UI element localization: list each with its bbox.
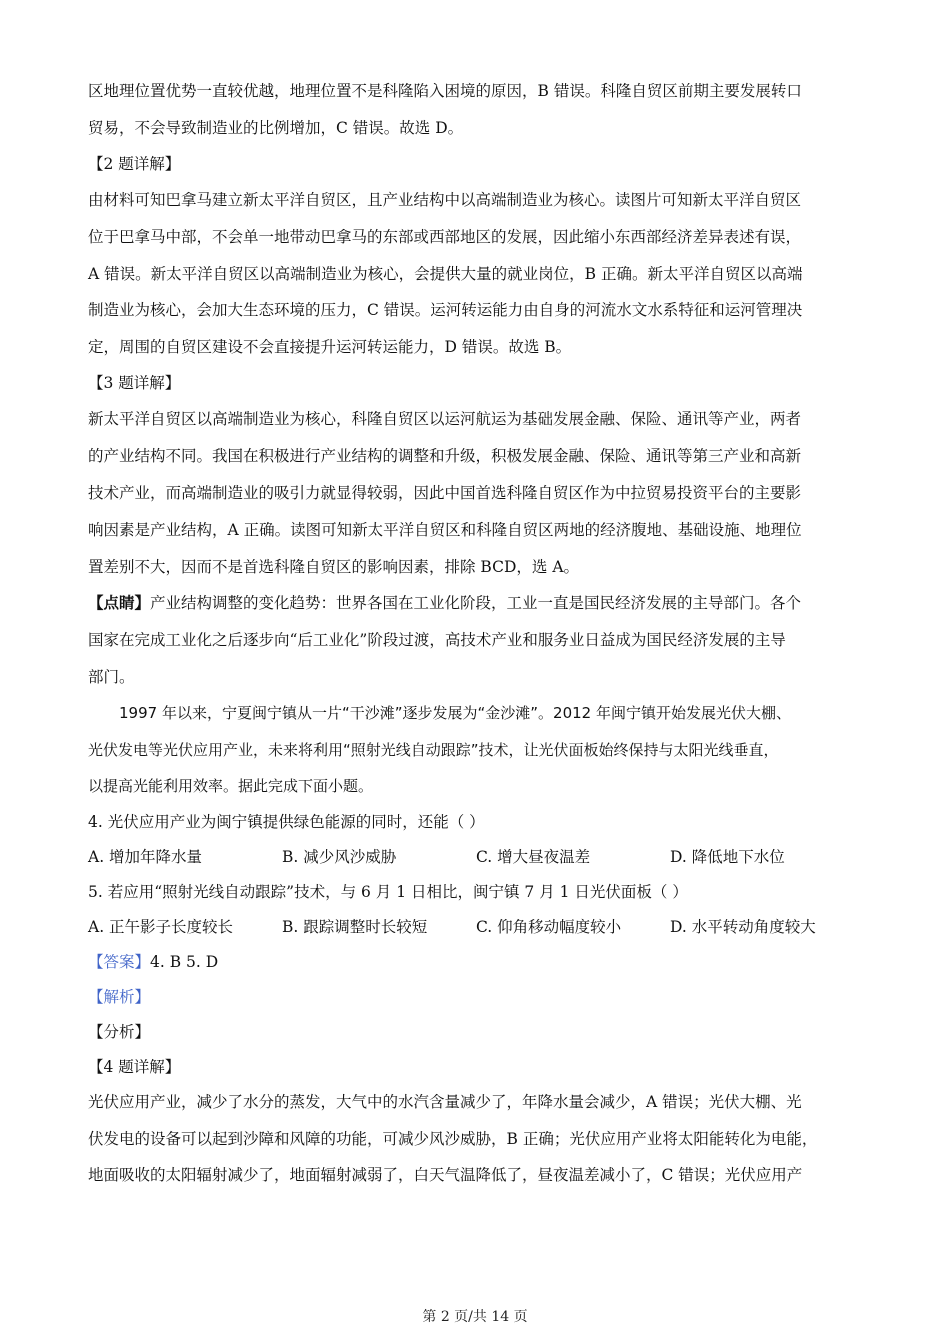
q4-detail-line-2: 伏发电的设备可以起到沙障和风障的功能，可减少风沙威胁，B 正确；光伏应用产业将太阳能转化为电能， [88, 1130, 818, 1148]
q4-option-a: A. 增加年降水量 [88, 848, 203, 866]
q4-detail-line-3: 地面吸收的太阳辐射减少了，地面辐射减弱了，白天气温降低了，昼夜温差减小了，C 错误；光伏应用产 [88, 1166, 803, 1184]
q2-line-5: 定，周围的自贸区建设不会直接提升运河转运能力，D 错误。故选 B。 [88, 338, 572, 356]
q5-option-d: D. 水平转动角度较大 [670, 918, 816, 936]
q3-line-3: 技术产业，而高端制造业的吸引力就显得较弱，因此中国首选科隆自贸区作为中拉贸易投资平台的主要影 [88, 484, 802, 502]
explain-line-1: 区地理位置优势一直较优越，地理位置不是科隆陷入困境的原因，B 错误。科隆自贸区前期主要发展转口 [88, 82, 802, 100]
q3-line-4: 响因素是产业结构，A 正确。读图可知新太平洋自贸区和科隆自贸区两地的经济腹地、基础设施、地理位 [88, 521, 802, 539]
answer-text: 4. B 5. D [150, 953, 219, 971]
answer-tag: 【答案】 [88, 953, 151, 971]
q3-line-1: 新太平洋自贸区以高端制造业为核心，科隆自贸区以运河航运为基础发展金融、保险、通讯等产业，两者 [88, 410, 802, 428]
answer-line [88, 951, 868, 973]
material-line-2: 光伏发电等光伏应用产业，未来将利用“照射光线自动跟踪”技术，让光伏面板始终保持与太阳光线垂直， [88, 741, 779, 759]
q5-option-a: A. 正午影子长度较长 [88, 918, 234, 936]
q2-heading: 【2 题详解】 [88, 155, 181, 173]
q4-option-d: D. 降低地下水位 [670, 848, 785, 866]
q2-line-1: 由材料可知巴拿马建立新太平洋自贸区，且产业结构中以高端制造业为核心。读图片可知新太平洋自贸区 [88, 191, 802, 209]
pointer-tag: 【点睛】 [88, 593, 151, 612]
pointer-line-2: 国家在完成工业化之后逐步向“后工业化”阶段过渡，高技术产业和服务业日益成为国民经济发展的主导 [88, 631, 786, 649]
q4-option-c: C. 增大昼夜温差 [476, 848, 591, 866]
q5-option-b: B. 跟踪调整时长较短 [282, 918, 428, 936]
material-line-1: 1997 年以来，宁夏闽宁镇从一片“干沙滩”逐步发展为“金沙滩”。2012 年闽宁镇开始发展光伏大棚、 [119, 704, 791, 722]
q4-detail-line-1: 光伏应用产业，减少了水分的蒸发，大气中的水汽含量减少了，年降水量会减少，A 错误；光伏大棚、光 [88, 1093, 802, 1111]
analysis-tag: 【解析】 [88, 988, 151, 1006]
q3-line-2: 的产业结构不同。我国在积极进行产业结构的调整和升级，积极发展金融、保险、通讯等第三产业和高新 [88, 447, 802, 465]
material-line-3: 以提高光能利用效率。据此完成下面小题。 [88, 777, 374, 795]
q2-line-3: A 错误。新太平洋自贸区以高端制造业为核心，会提供大量的就业岗位，B 正确。新太平洋自贸区以高端 [88, 265, 803, 283]
q5-option-c: C. 仰角移动幅度较小 [476, 918, 622, 936]
q4-stem: 4. 光伏应用产业为闽宁镇提供绿色能源的同时，还能（ ） [88, 813, 485, 831]
q2-line-2: 位于巴拿马中部，不会单一地带动巴拿马的东部或西部地区的发展，因此缩小东西部经济差异表述有误， [88, 228, 802, 246]
q5-stem: 5. 若应用“照射光线自动跟踪”技术，与 6 月 1 日相比，闽宁镇 7 月 1 日光伏面板（ ） [88, 883, 688, 901]
pointer-line-3: 部门。 [88, 668, 135, 686]
q4-option-b: B. 减少风沙威胁 [282, 848, 397, 866]
q4-detail-heading: 【4 题详解】 [88, 1058, 181, 1076]
q2-line-4: 制造业为核心，会加大生态环境的压力，C 错误。运河转运能力由自身的河流水文水系特征和运河管理决 [88, 301, 803, 319]
pointer-text: 产业结构调整的变化趋势：世界各国在工业化阶段，工业一直是国民经济发展的主导部门。各个 [150, 594, 802, 612]
pointer-line-1 [88, 592, 868, 614]
q3-heading: 【3 题详解】 [88, 374, 181, 392]
fenxi-tag: 【分析】 [88, 1023, 151, 1041]
q3-line-5: 置差别不大，因而不是首选科隆自贸区的影响因素，排除 BCD，选 A。 [88, 558, 580, 576]
explain-line-2: 贸易，不会导致制造业的比例增加，C 错误。故选 D。 [88, 119, 464, 137]
page-footer: 第 2 页/共 14 页 [422, 1309, 528, 1325]
